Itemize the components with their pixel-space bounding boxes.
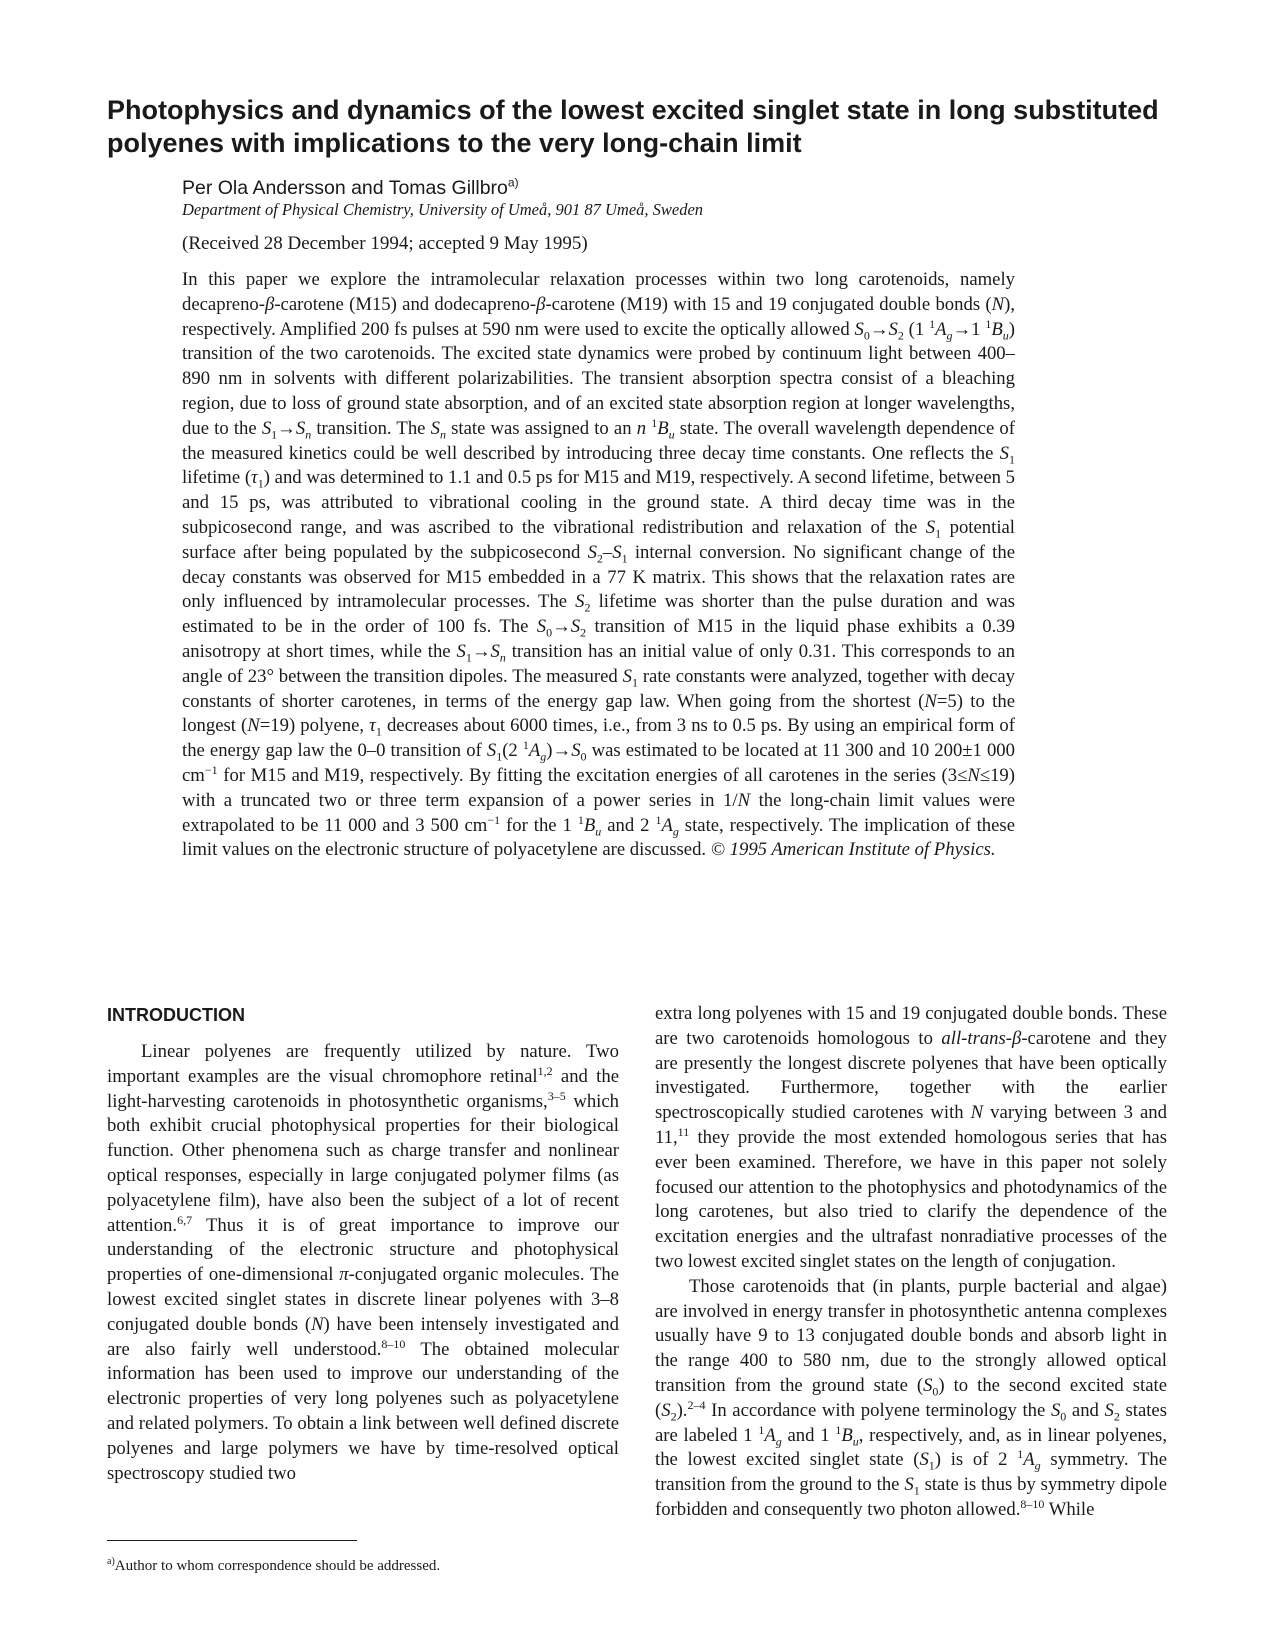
left-column	[107, 1002, 619, 1486]
abstract: In this paper we explore the intramolecular relaxation processes within two long carotenoids, namely decapreno-β-carotene (M15) and dodecapreno-β-carotene (M19) with 15 and 19 conjugated double bonds (N), respectively. Amplified 200 fs pulses at 590 nm were used to excite the optically allowed $S_0\to S_2$ (1 $^1A_g\to 1$ $^1B_u$) transition of the two carotenoids. The excited state dynamics were probed by continuum light between 400–890 nm in solvents with different polarizabilities. The transient absorption spectra consist of a bleaching region, due to loss of ground state absorption, and of an excited state absorption region at longer wavelengths, due to the $S_1\to S_n$ transition. The $S_n$ state was assigned to an n $^1B_u$ state. The overall wavelength dependence of the measured kinetics could be well described by introducing three decay time constants. One reflects the $S_1$ lifetime $(\tau_1)$ and was determined to 1.1 and 0.5 ps for M15 and M19, respectively. A second lifetime, between 5 and 15 ps, was attributed to vibrational cooling in the ground state. A third decay time was in the subpicosecond range, and was ascribed to the vibrational redistribution and relaxation of the $S_1$ potential surface after being populated by the subpicosecond $S_2-S_1$ internal conversion. No significant change of the decay constants was observed for M15 embedded in a 77 K matrix. This shows that the relaxation rates are only influenced by intramolecular processes. The $S_2$ lifetime was shorter than the pulse duration and was estimated to be in the order of 100 fs. The $S_0\to S_2$ transition of M15 in the liquid phase exhibits a 0.39 anisotropy at short times, while the $S_1\to S_n$ transition has an initial value of only 0.31. This corresponds to an angle of 23° between the transition dipoles. The measured $S_1$ rate constants were analyzed, together with decay constants of shorter carotenes, in terms of the energy gap law. When going from the shortest (N=5) to the longest (N=19) polyene, $\tau_1$ decreases about 6000 times, i.e., from 3 ns to 0.5 ps. By using an empirical form of the energy gap law the 0–0 transition of $S_1(2$ $^1A_g)\to S_0$ was estimated to be located at 11 300 and 10 200±1 000 $cm^{-1}$ for M15 and M19, respectively. By fitting the excitation energies of all carotenes in the series (3≤N≤19) with a truncated two or three term expansion of a power series in 1/N the long-chain limit values were extrapolated to be 11 000 and 3 500 $cm^{-1}$ for the 1 $^1B_u$ and 2 $^1A_g$ state, respectively. The implication of these limit values on the electronic structure of polyacetylene are discussed. © 1995 American Institute of Physics.	[182, 269, 1016, 861]
paper-title: Photophysics and dynamics of the lowest excited singlet state in long substituted polyenes with implications to the very long-chain limit	[107, 95, 1159, 158]
copyright-notice: © 1995 American Institute of Physics.	[710, 839, 996, 861]
intro-paragraph-2: Those carotenoids that (in plants, purple bacterial and algae) are involved in energy transfer in photosynthetic antenna complexes usually have 9 to 13 conjugated double bonds and absorb light in the range 400 to 580 nm, due to the strongly allowed optical transition from the ground state $(S_0)$ to the second excited state $(S_2).^{2-4}$ In accordance with polyene terminology the $S_0$ and $S_2$ states are labeled 1 $^1A_g$ and 1 $^1B_u$, respectively, and, as in linear polyenes, the lowest excited singlet state $(S_1)$ is of 2 $^1A_g$ symmetry. The transition from the ground to the $S_1$ state is thus by symmetry dipole forbidden and consequently two photon allowed.$^{8-10}$ While	[655, 1275, 1168, 1520]
footnote-divider	[107, 1540, 357, 1541]
footnote	[107, 1556, 440, 1576]
author-names: Per Ola Andersson and Tomas Gillbro	[182, 177, 508, 199]
intro-paragraph-1-cont: extra long polyenes with 15 and 19 conjugated double bonds. These are two carotenoids homologous to all-trans-β-carotene and they are presently the longest discrete polyenes that have been optically investigated. Furthermore, together with the earlier spectroscopically studied carotenes with N varying between 3 and 11,11 they provide the most extended homologous series that has ever been examined. Therefore, we have in this paper not solely focused our attention to the photophysics and photodynamics of the long carotenes, but also tried to clarify the dependence of the excitation energies and the ultrafast nonradiative processes of the two lowest excited singlet states on the length of conjugation.	[655, 1003, 1167, 1272]
footnote-text: Author to whom correspondence should be addressed.	[114, 1558, 441, 1574]
affiliation: Department of Physical Chemistry, University of Umeå, 901 87 Umeå, Sweden	[182, 200, 704, 219]
section-heading-introduction: INTRODUCTION	[107, 1005, 245, 1025]
right-column	[655, 1002, 1167, 1523]
author-list	[182, 176, 519, 200]
received-dates: (Received 28 December 1994; accepted 9 May 1995)	[182, 233, 588, 254]
footnote-mark: a)	[107, 1556, 115, 1567]
intro-paragraph-1: Linear polyenes are frequently utilized by nature. Two important examples are the visual chromophore retinal$^{1,2}$ and the light-harvesting carotenoids in photosynthetic organisms,$^{3-5}$ which both exhibit crucial photophysical properties for their biological function. Other phenomena such as charge transfer and nonlinear optical responses, especially in large conjugated polymer films (as polyacetylene film), have also been the subject of a lot of recent attention.$^{6,7}$ Thus it is of great importance to improve our understanding of the electronic structure and photophysical properties of one-dimensional π-conjugated organic molecules. The lowest excited singlet states in discrete linear polyenes with 3–8 conjugated double bonds (N) have been intensely investigated and are also fairly well understood.$^{8-10}$ The obtained molecular information has been used to improve our understanding of the electronic properties of very long polyenes such as polyacetylene and related polymers. To obtain a link between well defined discrete polyenes and large polymers we have by time-resolved optical spectroscopy studied two	[107, 1041, 619, 1484]
author-footnote-mark: a)	[507, 175, 519, 190]
